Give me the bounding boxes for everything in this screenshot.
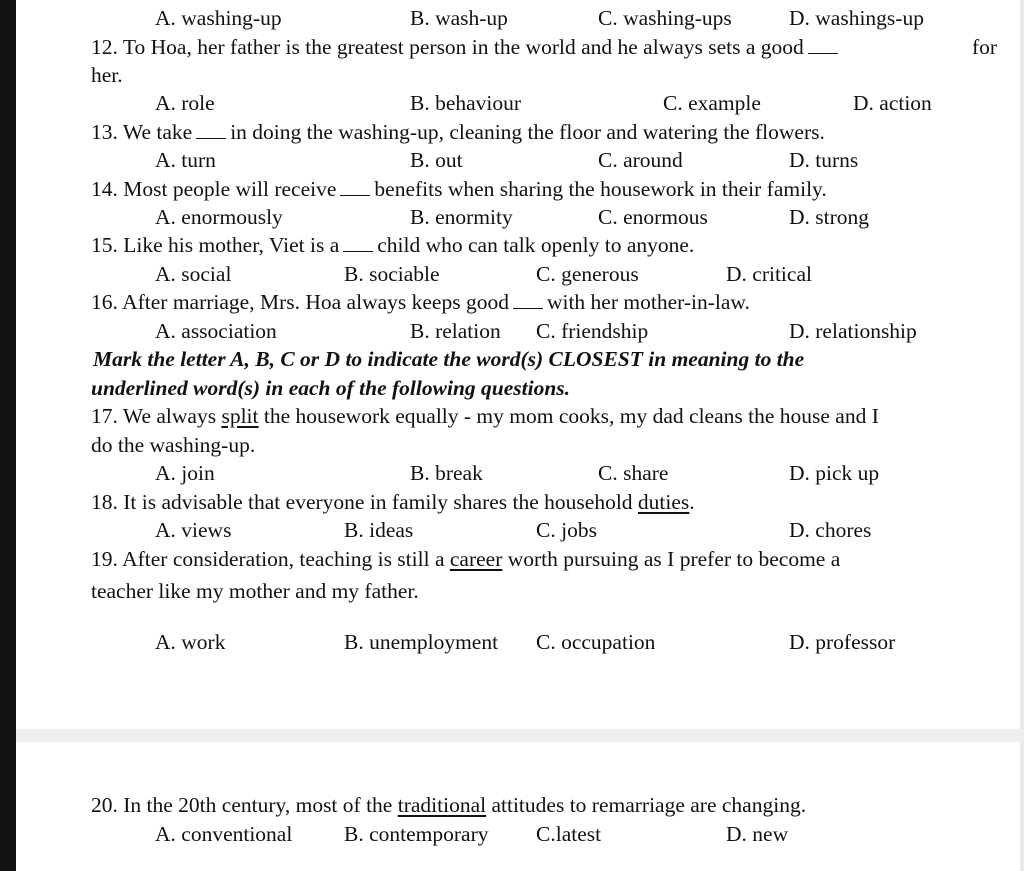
q20-stem <box>91 791 806 819</box>
q13-text-after: in doing the washing-up, cleaning the floor and watering the flowers. <box>230 120 825 144</box>
q17-stem <box>91 402 879 430</box>
q15-option-b: B. sociable <box>344 262 440 286</box>
q15-blank <box>343 233 373 252</box>
q18-text-after: . <box>689 490 695 514</box>
q16-text-before: After marriage, Mrs. Hoa always keeps good <box>122 290 509 314</box>
q13-text-before: We take <box>122 120 193 144</box>
q12-text-before: To Hoa, her father is the greatest person in the world and he always sets a good <box>122 35 804 59</box>
q11-option-d: D. washings-up <box>789 6 924 30</box>
q18-text-before: It is advisable that everyone in family shares the household <box>123 490 633 514</box>
q19-stem <box>91 545 840 573</box>
q11-option-c: C. washing-ups <box>598 6 732 30</box>
q15-stem <box>91 231 694 259</box>
q20-underlined-word: traditional <box>397 793 487 817</box>
q14-number: 14. <box>91 177 118 201</box>
q16-number: 16. <box>91 290 118 314</box>
q16-text-after: with her mother-in-law. <box>546 290 750 314</box>
q19-text-before: After consideration, teaching is still a <box>122 547 445 571</box>
q11-option-b: B. wash-up <box>410 6 508 30</box>
q18-option-c: C. jobs <box>536 518 597 542</box>
q12-option-d: D. action <box>853 91 932 115</box>
q16-option-b: B. relation <box>410 319 501 343</box>
q14-stem <box>91 175 827 203</box>
q16-blank <box>513 290 543 309</box>
q16-option-d: D. relationship <box>789 319 917 343</box>
q20-text-before: In the 20th century, most of the <box>123 793 393 817</box>
q11-option-a: A. washing-up <box>155 6 282 30</box>
q12-option-c: C. example <box>663 91 761 115</box>
q18-option-b: B. ideas <box>344 518 414 542</box>
q14-option-a: A. enormously <box>155 205 283 229</box>
q18-stem <box>91 488 695 516</box>
q14-text-before: Most people will receive <box>123 177 337 201</box>
q13-option-a: A. turn <box>155 148 216 172</box>
q19-text-after: worth pursuing as I prefer to become a <box>507 547 841 571</box>
q19-continuation: teacher like my mother and my father. <box>91 579 419 603</box>
q13-number: 13. <box>91 120 118 144</box>
q18-option-d: D. chores <box>789 518 872 542</box>
q12-number: 12. <box>91 35 118 59</box>
instruction-line-1: Mark the letter A, B, C or D to indicate the word(s) CLOSEST in meaning to the <box>93 347 805 371</box>
q17-underlined-word: split <box>221 404 259 428</box>
q15-number: 15. <box>91 233 118 257</box>
q17-option-d: D. pick up <box>789 461 880 485</box>
q12-blank <box>808 35 838 54</box>
q15-text-before: Like his mother, Viet is a <box>123 233 340 257</box>
q16-option-c: C. friendship <box>536 319 649 343</box>
q13-option-c: C. around <box>598 148 683 172</box>
q12-option-b: B. behaviour <box>410 91 522 115</box>
q19-option-d: D. professor <box>789 630 896 654</box>
q15-option-d: D. critical <box>726 262 812 286</box>
q15-option-a: A. social <box>155 262 232 286</box>
q17-text-after: the housework equally - my mom cooks, my dad cleans the house and I <box>263 404 879 428</box>
q19-option-c: C. occupation <box>536 630 656 654</box>
q14-option-d: D. strong <box>789 205 870 229</box>
q13-stem <box>91 118 825 146</box>
q12-continuation: her. <box>91 63 123 87</box>
q20-number: 20. <box>91 793 118 817</box>
q18-underlined-word: duties <box>637 490 690 514</box>
q12-option-a: A. role <box>155 91 215 115</box>
q17-option-a: A. join <box>155 461 215 485</box>
q17-option-b: B. break <box>410 461 483 485</box>
q17-number: 17. <box>91 404 118 428</box>
q19-option-b: B. unemployment <box>344 630 499 654</box>
q15-text-after: child who can talk openly to anyone. <box>377 233 695 257</box>
q14-blank <box>340 177 370 196</box>
q20-option-a: A. conventional <box>155 822 293 846</box>
q20-option-d: D. new <box>726 822 789 846</box>
q13-option-b: B. out <box>410 148 463 172</box>
q19-underlined-word: career <box>449 547 503 571</box>
q20-text-after: attitudes to remarriage are changing. <box>491 793 807 817</box>
q14-option-b: B. enormity <box>410 205 513 229</box>
q19-number: 19. <box>91 547 118 571</box>
q20-option-c: C.latest <box>536 822 602 846</box>
q16-option-a: A. association <box>155 319 277 343</box>
q17-text-before: We always <box>122 404 217 428</box>
q18-number: 18. <box>91 490 118 514</box>
q14-text-after: benefits when sharing the housework in their family. <box>374 177 827 201</box>
instruction-line-2: underlined word(s) in each of the following questions. <box>91 376 571 400</box>
page-gap-band <box>16 729 1024 742</box>
q17-option-c: C. share <box>598 461 669 485</box>
q14-option-c: C. enormous <box>598 205 708 229</box>
q15-option-c: C. generous <box>536 262 639 286</box>
q12-text-after: for <box>972 35 998 59</box>
q13-option-d: D. turns <box>789 148 859 172</box>
q17-continuation: do the washing-up. <box>91 433 256 457</box>
q20-option-b: B. contemporary <box>344 822 489 846</box>
q18-option-a: A. views <box>155 518 232 542</box>
q13-blank <box>196 120 226 139</box>
q12-stem <box>91 33 842 61</box>
q16-stem <box>91 288 750 316</box>
q19-option-a: A. work <box>155 630 226 654</box>
left-edge-bar <box>0 0 16 871</box>
